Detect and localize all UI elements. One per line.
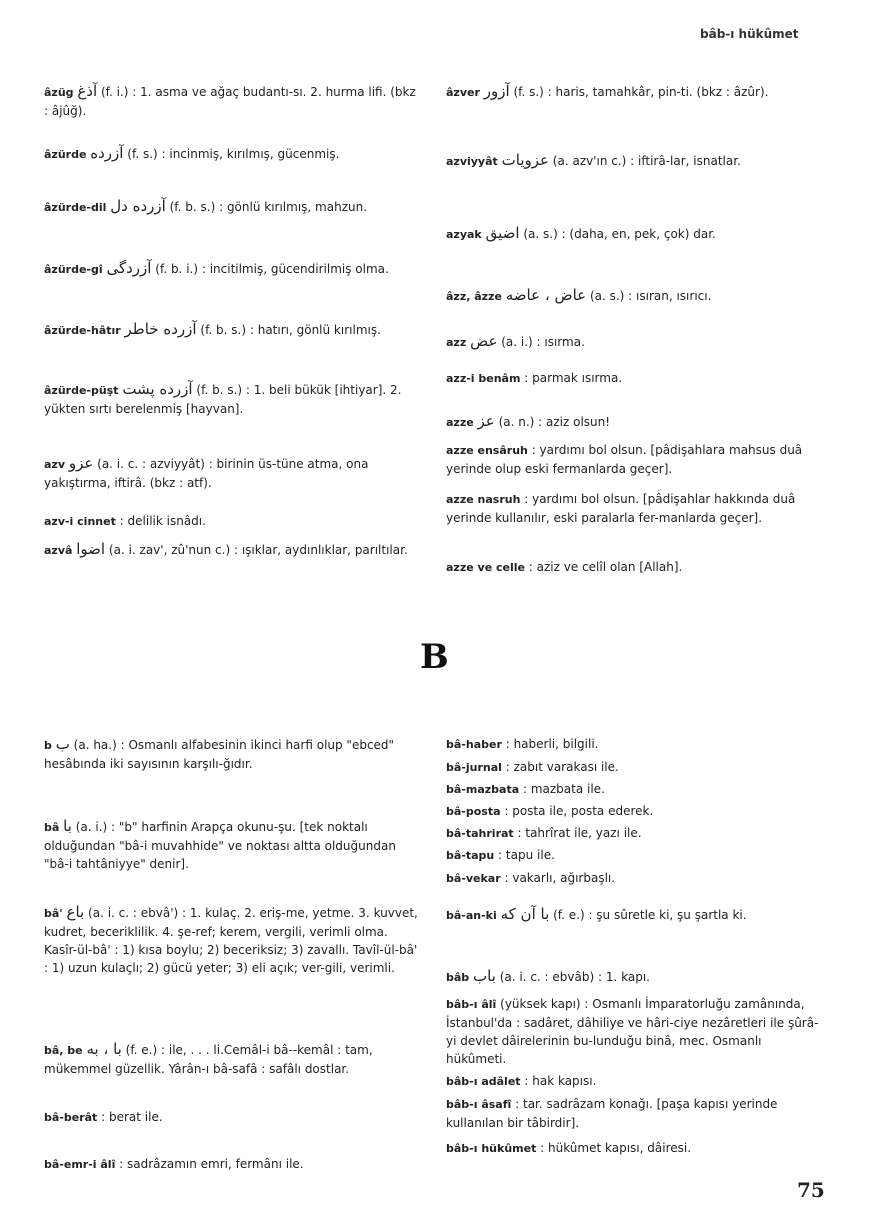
entry-headword: âzürde-gî [44,263,103,276]
dictionary-entry [446,332,822,352]
entry-headword: bâb-ı âlî [446,998,497,1011]
entry-headword: bâ-mazbata [446,783,520,796]
entry-arabic-script: آزرده [90,144,124,162]
entry-definition: : posta ile, posta ederek. [504,804,654,818]
dictionary-entry [44,903,420,977]
entry-definition: (a. i. c. : ebvâ') : 1. kulaç. 2. eriş-me, yetme. 3. kuvvet, kudret, beceriklilik. 4. şe-ref; kerem, vergili, verimli olma. Kasîr-ül-bâ' : 1) kısa boylu; 2) beceriksiz; 3) zavallı. Tavîl-ül-bâ' : 1) uzun kulaçlı; 2) gücü yeter; 3) eli açık; ver-gili, verimli. [44,906,418,975]
entry-definition: (f. b. s.) : gönlü kırılmış, mahzun. [169,200,368,214]
entry-definition: : parmak ısırma. [524,371,623,385]
entry-definition: (f. s.) : haris, tamahkâr, pin-ti. (bkz : âzûr). [513,85,769,99]
dictionary-entry [446,224,822,244]
entry-arabic-script: اضوا [76,540,106,558]
dictionary-entry [446,82,822,102]
entry-arabic-script: آزرده پشت [122,380,193,398]
entry-arabic-script: با آن كه [500,905,550,923]
entry-headword: bâ-posta [446,805,501,818]
entry-headword: âzürde [44,148,87,161]
entry-headword: âzver [446,86,480,99]
entry-arabic-script: عض [470,332,498,350]
entry-headword: azv [44,458,65,471]
entry-headword: âzürde-püşt [44,384,119,397]
entry-definition: (f. b. s.) : hatırı, gönlü kırılmış. [200,323,381,337]
dictionary-entry [44,82,418,120]
entry-headword: bâ' [44,907,63,920]
entry-headword: azz [446,336,467,349]
dictionary-entry [44,1155,420,1174]
entry-arabic-script: آزردگی [106,259,152,277]
dictionary-entry [44,380,418,418]
entry-arabic-script: باب [473,967,496,985]
entry-arabic-script: عز [477,412,495,430]
entry-headword: bâ-emr-i âlî [44,1158,116,1171]
running-head: bâb-ı hükûmet [700,27,799,41]
entry-definition: : hak kapısı. [524,1074,597,1088]
entry-arabic-script: عزو [68,454,94,472]
dictionary-entry [446,905,822,925]
entry-headword: azze ve celle [446,561,525,574]
entry-arabic-script: آزور [483,82,510,100]
dictionary-entry [446,490,822,527]
entry-headword: bâ-an-ki [446,909,497,922]
dictionary-entry [446,1072,822,1091]
dictionary-entry [446,846,822,865]
entry-definition: : hükûmet kapısı, dâiresi. [540,1141,692,1155]
dictionary-entry [44,1108,420,1127]
entry-headword: bâb [446,971,470,984]
entry-headword: azyak [446,228,482,241]
entry-definition: : sadrâzamın emri, fermânı ile. [119,1157,304,1171]
entry-definition: : tar. sadrâzam konağı. [paşa kapısı yerinde kullanılan bir tâbirdir]. [446,1097,778,1130]
entry-definition: (a. i.) : "b" harfinin Arapça okunu-şu. [tek noktalı olduğundan "bâ-i muvahhide" ve noktası altta olduğundan "bâ-i tahtâniyye" denir]. [44,820,396,871]
entry-definition: : berat ile. [101,1110,163,1124]
entry-arabic-script: آزرده خاطر [124,320,197,338]
dictionary-entry [446,869,822,888]
dictionary-entry [446,286,822,306]
entry-headword: azv-i cinnet [44,515,116,528]
dictionary-entry [446,151,822,171]
dictionary-entry [44,197,418,217]
entry-definition: : haberli, bilgili. [505,737,599,751]
entry-definition: (f. i.) : 1. asma ve ağaç budantı-sı. 2. hurma lifi. (bkz : âjûğ). [44,85,416,118]
entry-arabic-script: آزرده دل [110,197,166,215]
dictionary-entry [446,758,822,777]
dictionary-entry [446,824,822,843]
entry-definition: : yardımı bol olsun. [pâdişahlara mahsus duâ yerinde olup eski fermanlarda geçer]. [446,443,803,476]
entry-definition: (a. s.) : ısıran, ısırıcı. [589,289,712,303]
entry-headword: bâb-ı hükûmet [446,1142,537,1155]
entry-headword: âzz, âzze [446,290,502,303]
entry-headword: azvâ [44,544,73,557]
dictionary-entry [446,967,822,987]
entry-definition: (f. b. s.) : 1. beli bükük [ihtiyar]. 2. yükten sırtı berelenmiş [hayvan]. [44,383,402,416]
dictionary-entry [446,735,822,754]
entry-definition: (a. i. zav', zû'nun c.) : ışıklar, aydınlıklar, parıltılar. [108,543,408,557]
entry-definition: (a. i. c. : ebvâb) : 1. kapı. [499,970,650,984]
entry-definition: (f. b. i.) : incitilmiş, gücendirilmiş olma. [155,262,389,276]
page-number: 75 [797,1178,825,1202]
dictionary-entry [446,441,822,478]
entry-arabic-script: باع [66,903,85,921]
dictionary-entry [44,454,418,492]
dictionary-entry [44,259,418,279]
entry-definition: (f. e.) : şu sûretle ki, şu şartla ki. [553,908,747,922]
dictionary-entry [44,817,420,873]
section-letter: B [420,637,448,677]
entry-definition: : yardımı bol olsun. [pâdişahlar hakkında duâ yerinde kullanılır, eski paralarla fer-manlarda geçer]. [446,492,796,525]
dictionary-entry [446,558,822,577]
dictionary-entry [446,802,822,821]
entry-headword: b [44,739,52,752]
entry-arabic-script: ب [55,735,70,753]
entry-definition: (a. azv'ın c.) : iftirâ-lar, isnatlar. [552,154,741,168]
dictionary-entry [446,369,822,388]
dictionary-entry [44,1040,420,1078]
dictionary-entry [44,144,418,164]
entry-headword: bâb-ı adâlet [446,1075,521,1088]
entry-headword: azz-i benâm [446,372,521,385]
entry-arabic-script: با [63,817,72,835]
entry-headword: âzüg [44,86,74,99]
entry-arabic-script: با ، به [86,1040,122,1058]
dictionary-entry [44,735,420,773]
entry-definition: (yüksek kapı) : Osmanlı İmparatorluğu zamânında, İstanbul'da : sadâret, dâhiliye ve hâri-ciye nezâretleri ile şûrâ-yi devlet dâirelerinin bu-lunduğu binâ, mec. Osmanlı hükûmeti. [446,997,819,1066]
entry-definition: (f. e.) : ile, . . . li.Cemâl-i bâ--kemâl : tam, mükemmel güzellik. Yârân-ı bâ-safâ : safâlı dostlar. [44,1043,373,1076]
entry-headword: azviyyât [446,155,498,168]
entry-definition: (a. i. c. : azviyyât) : birinin üs-tüne atma, ona yakıştırma, iftirâ. (bkz : atf). [44,457,369,490]
entry-headword: bâ-vekar [446,872,501,885]
entry-headword: bâ, be [44,1044,83,1057]
entry-definition: (a. s.) : (daha, en, pek, çok) dar. [523,227,716,241]
entry-definition: (a. n.) : aziz olsun! [498,415,611,429]
entry-arabic-script: آذغ [77,82,98,100]
entry-arabic-script: اضيق [485,224,520,242]
dictionary-entry [44,540,418,560]
entry-headword: azze nasruh [446,493,521,506]
entry-headword: azze [446,416,474,429]
entry-headword: bâ-jurnal [446,761,502,774]
entry-definition: : mazbata ile. [522,782,605,796]
entry-headword: âzürde-hâtır [44,324,121,337]
entry-definition: (f. s.) : incinmiş, kırılmış, gücenmiş. [127,147,340,161]
dictionary-entry [446,780,822,799]
entry-headword: bâ-haber [446,738,502,751]
dictionary-entry [446,995,822,1068]
entry-headword: âzürde-dil [44,201,107,214]
entry-definition: : delilik isnâdı. [119,514,206,528]
entry-headword: bâ-berât [44,1111,98,1124]
entry-definition: : aziz ve celîl olan [Allah]. [528,560,683,574]
entry-headword: bâb-ı âsafî [446,1098,512,1111]
dictionary-entry [44,320,418,340]
entry-arabic-script: عاض ، عاضه [505,286,587,304]
entry-definition: : zabıt varakası ile. [505,760,619,774]
entry-headword: bâ [44,821,60,834]
dictionary-entry [446,1095,822,1132]
dictionary-entry [446,1139,822,1158]
entry-definition: : vakarlı, ağırbaşlı. [504,871,616,885]
entry-headword: azze ensâruh [446,444,528,457]
entry-definition: : tahrîrat ile, yazı ile. [517,826,642,840]
entry-headword: bâ-tahrirat [446,827,514,840]
entry-definition: (a. i.) : ısırma. [501,335,585,349]
entry-arabic-script: عزويات [501,151,549,169]
entry-definition: (a. ha.) : Osmanlı alfabesinin ikinci harfi olup "ebced" hesâbında iki sayısının karşılı-ğıdır. [44,738,395,771]
dictionary-entry [446,412,822,432]
dictionary-entry [44,512,418,531]
entry-definition: : tapu ile. [498,848,555,862]
entry-headword: bâ-tapu [446,849,495,862]
